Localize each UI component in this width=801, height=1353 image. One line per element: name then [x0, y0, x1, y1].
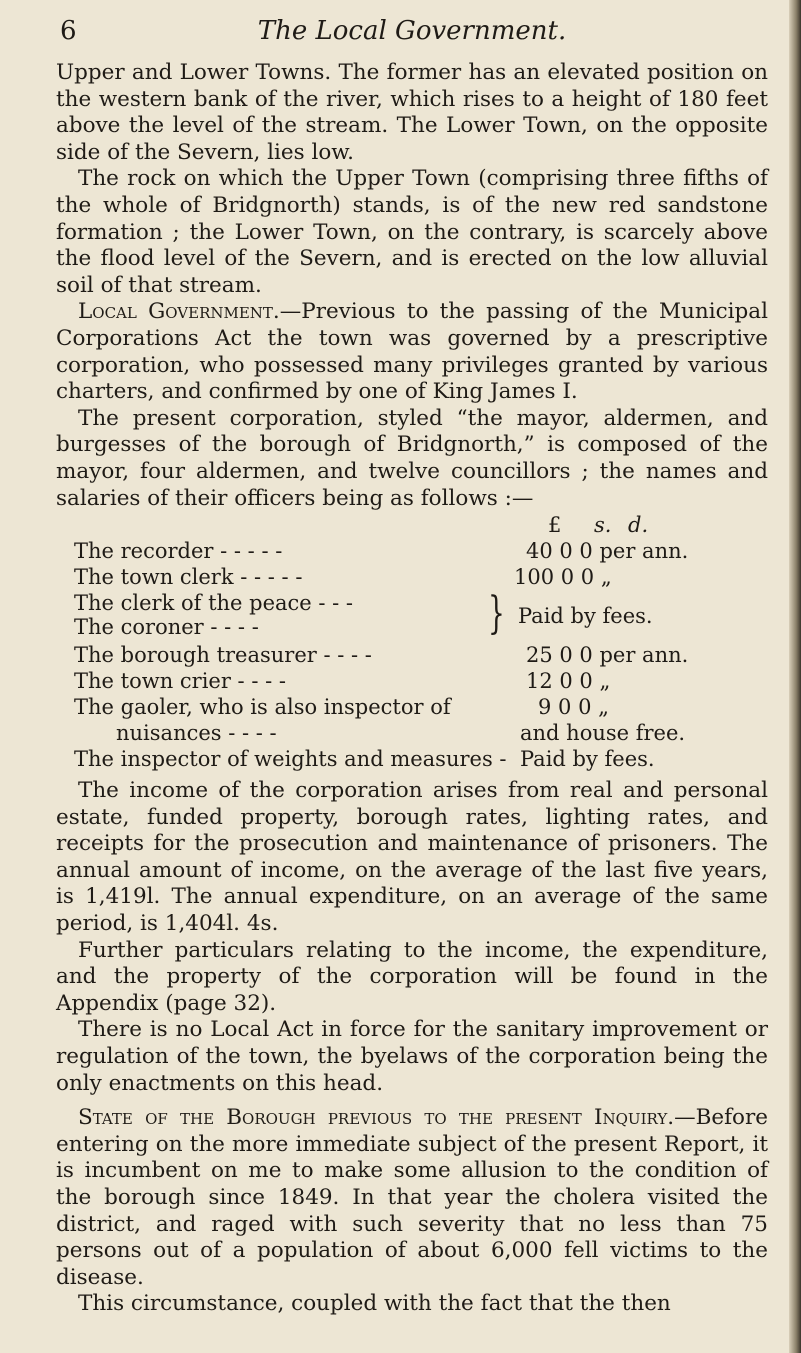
salary-office: nuisances - - - -	[116, 721, 277, 746]
paragraph: State of the Borough previous to the present Inquiry.—Before entering on the more immediate subject of the present Report, it is incumbent on me to make some allusion to the condition of the borough since 1849. In that year the cholera visited the district, and raged with such severity that no less than 75 persons out of a population of about 6,000 fell victims to the disease.	[56, 1105, 768, 1290]
page-edge-shadow	[789, 0, 801, 1353]
brace-note: Paid by fees.	[518, 604, 653, 629]
salary-table	[56, 512, 768, 778]
col-shillings: s.	[594, 513, 612, 538]
salary-office: The inspector of weights and measures -	[74, 747, 507, 772]
paragraph: Further particulars relating to the income, the expenditure, and the property of the corporation will be found in the Appendix (page 32).	[56, 937, 768, 1016]
section-heading: State of the Borough previous to the present Inquiry.	[78, 1105, 675, 1131]
paragraph: This circumstance, coupled with the fact that the then	[78, 1291, 671, 1317]
salary-value: and house free.	[520, 721, 686, 746]
section-heading: Local Government.	[78, 299, 280, 325]
salary-value: 25 0 0 per ann.	[526, 643, 689, 668]
running-title: The Local Government.	[257, 16, 567, 46]
book-page	[56, 14, 768, 1318]
salary-office: The borough treasurer - - - -	[74, 643, 372, 668]
paragraph: The present corporation, styled “the mayor, aldermen, and burgesses of the borough of Bridgnorth,” is composed of the mayor, four aldermen, and twelve councillors ; the names and salaries of their officers being as follows :—	[56, 405, 768, 511]
paragraph: The income of the corporation arises from real and personal estate, funded property, borough rates, lighting rates, and receipts for the prosecution and maintenance of prisoners. The annual amount of income, on the average of the last five years, is 1,419l. The annual expenditure, on an average of the same period, is 1,404l. 4s.	[56, 778, 768, 937]
paragraph: Local Government.—Previous to the passing of the Municipal Corporations Act the town was governed by a prescriptive corporation, who possessed many privileges granted by various charters, and confirmed by one of King James I.	[56, 299, 768, 405]
salary-office: The gaoler, who is also inspector of	[74, 695, 451, 720]
page-number: 6	[60, 16, 77, 46]
col-pounds: £	[548, 513, 562, 538]
salary-office: The recorder - - - - -	[74, 539, 283, 564]
salary-office: The coroner - - - -	[74, 615, 259, 640]
page-body	[56, 60, 768, 1318]
salary-value: 100 0 0 „	[514, 565, 612, 590]
salary-office: The town clerk - - - - -	[74, 565, 303, 590]
salary-office: The town crier - - - -	[74, 669, 286, 694]
col-pence: d.	[628, 513, 649, 538]
salary-value: 12 0 0 „	[526, 669, 611, 694]
page-header	[56, 14, 768, 60]
salary-value: 9 0 0 „	[538, 695, 609, 720]
paragraph: There is no Local Act in force for the sanitary improvement or regulation of the town, the byelaws of the corporation being the only enactments on this head.	[56, 1017, 768, 1096]
brace: }	[488, 588, 505, 640]
paragraph: Upper and Lower Towns. The former has an elevated position on the western bank of the river, which rises to a height of 180 feet above the level of the stream. The Lower Town, on the opposite side of the Severn, lies low.	[56, 60, 768, 165]
salary-value: Paid by fees.	[520, 747, 655, 772]
paragraph: The rock on which the Upper Town (comprising three fifths of the whole of Bridgnorth) stands, is of the new red sandstone formation ; the Lower Town, on the contrary, is scarcely above the flood level of the Severn, and is erected on the low alluvial soil of that stream.	[56, 166, 768, 298]
salary-value: 40 0 0 per ann.	[526, 539, 689, 564]
salary-office: The clerk of the peace - - -	[74, 591, 354, 616]
